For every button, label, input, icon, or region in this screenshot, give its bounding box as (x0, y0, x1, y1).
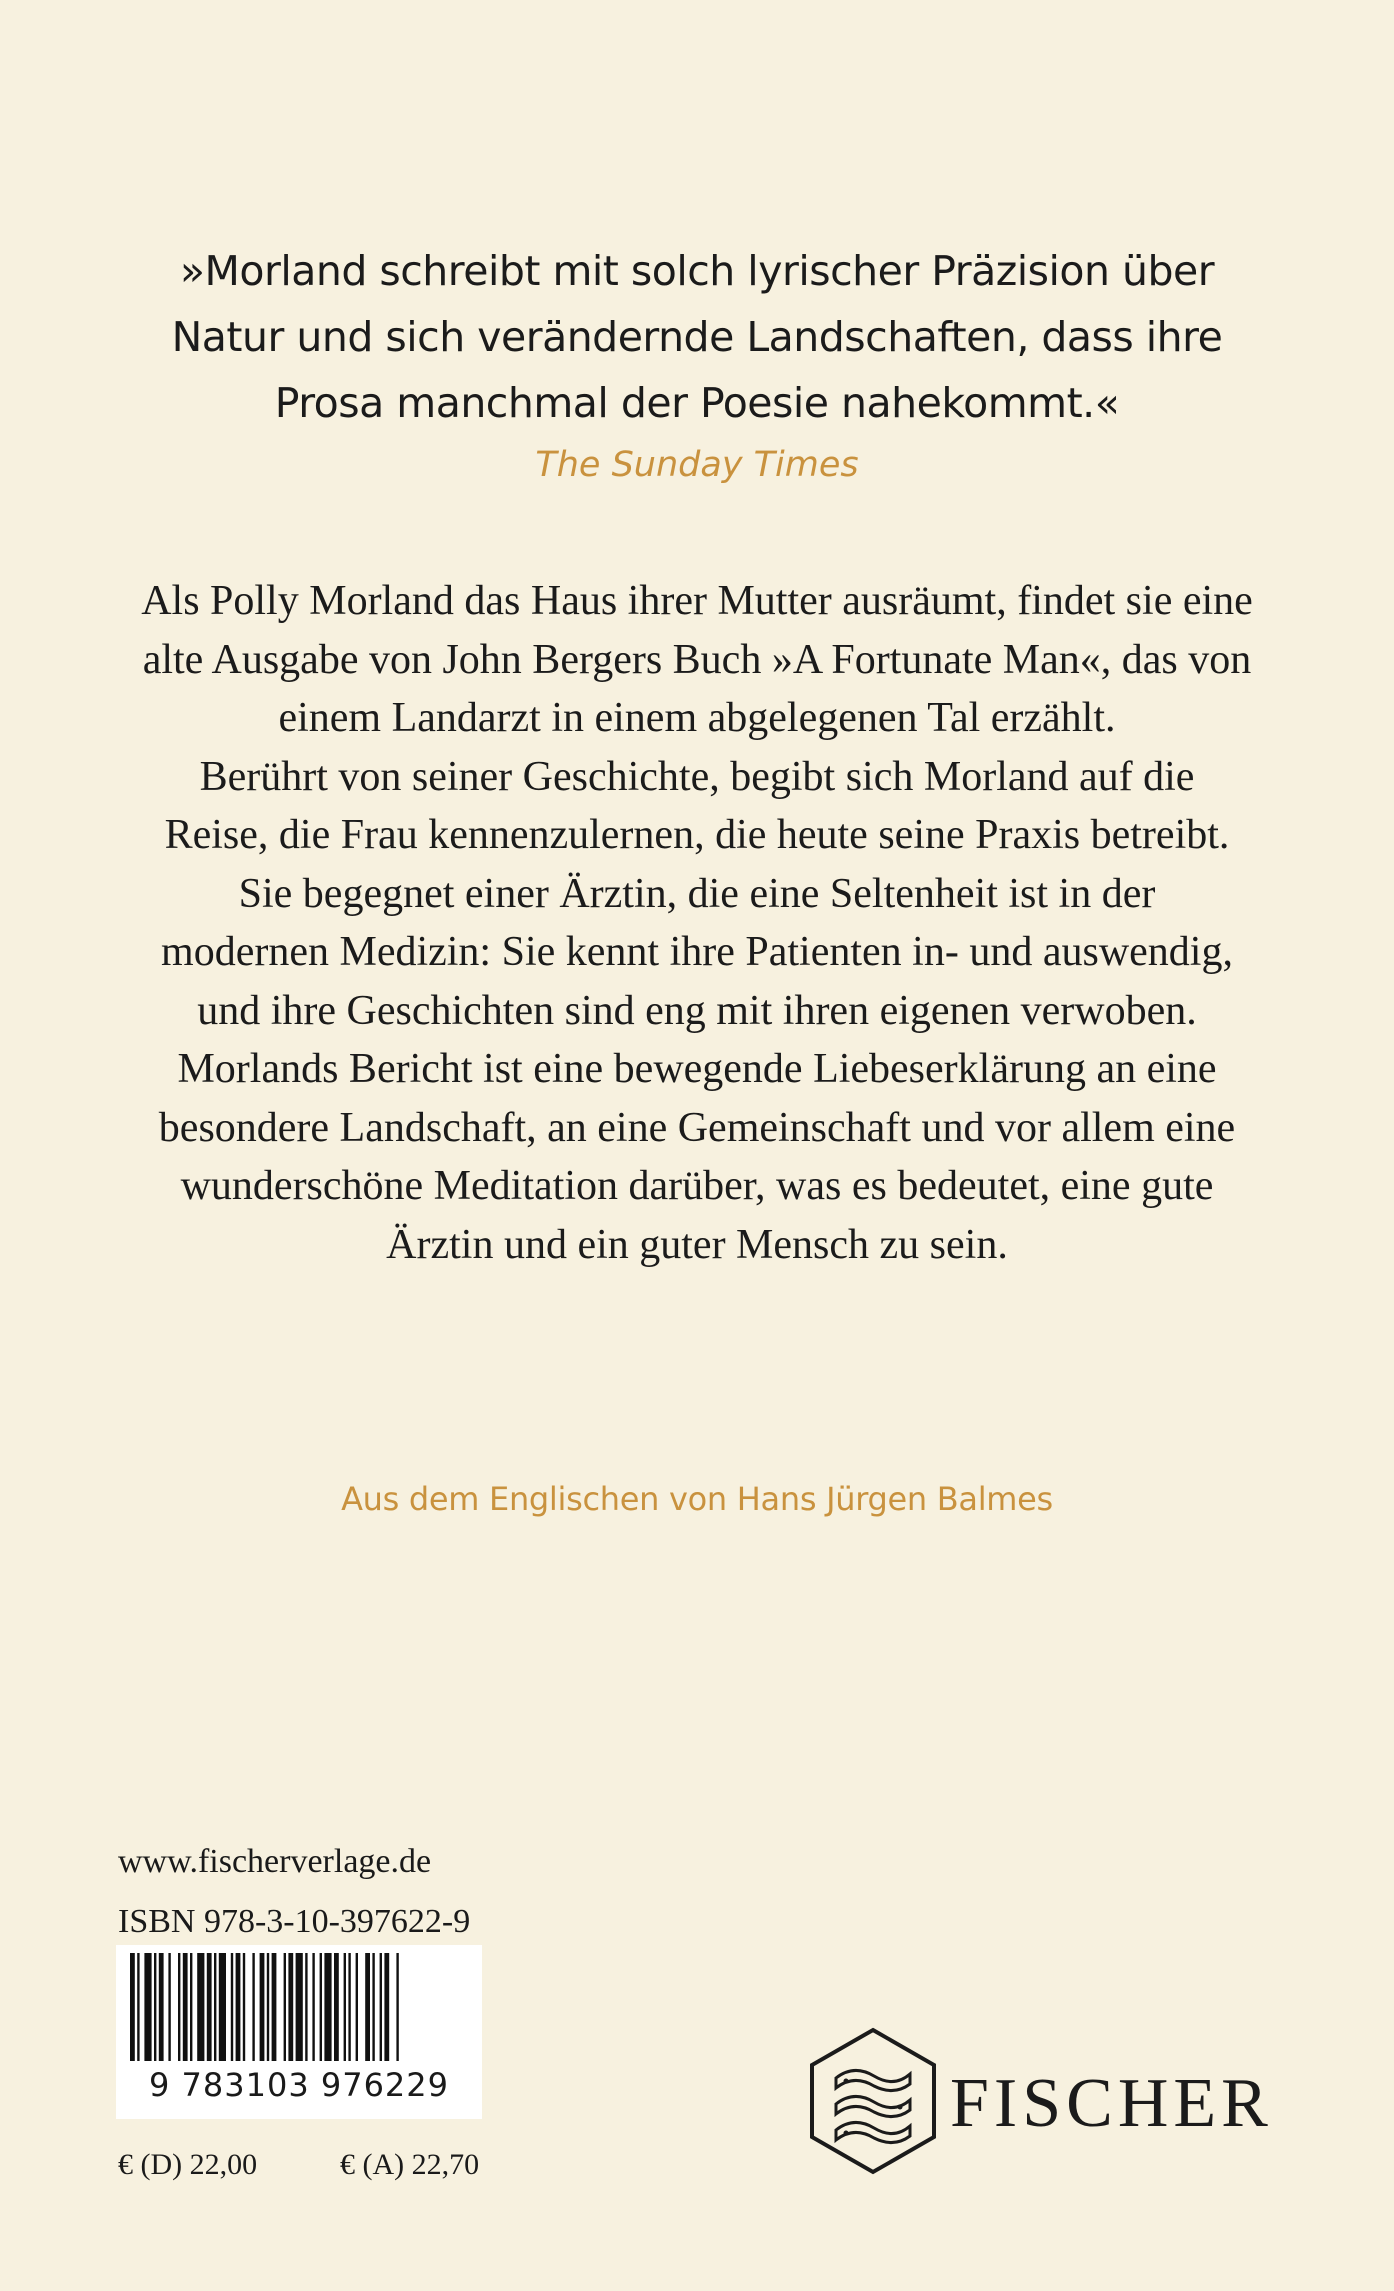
barcode-bars (116, 1945, 482, 2065)
translator-credit: Aus dem Englischen von Hans Jürgen Balmes (341, 1480, 1053, 1518)
barcode-bar (334, 1953, 339, 2061)
barcode-bar (219, 1953, 226, 2061)
barcode-bar (144, 1953, 151, 2061)
blurb-line: einem Landarzt in einem abgelegenen Tal erzählt. (278, 695, 1116, 741)
barcode-bar (312, 1953, 314, 2061)
fischer-fish-logo-icon (808, 2026, 938, 2176)
barcode-bar (168, 1953, 170, 2061)
barcode-bar (344, 1953, 346, 2061)
barcode-bar (197, 1953, 204, 2061)
barcode-bar (288, 1953, 293, 2061)
barcode (116, 1945, 482, 2119)
barcode-bar (396, 1953, 398, 2061)
blurb-line: Berührt von seiner Geschichte, begibt sich Morland auf die (199, 753, 1195, 800)
review-quote (100, 238, 1294, 436)
barcode-bar (272, 1953, 277, 2061)
blurb-line: Als Polly Morland das Haus ihrer Mutter ausräumt, findet sie eine (141, 578, 1253, 624)
blurb-line: besondere Landschaft, an eine Gemeinschaft und vor allem eine (158, 1104, 1236, 1151)
barcode-bar (320, 1953, 322, 2061)
barcode-bar (214, 1953, 216, 2061)
publisher-url[interactable]: www.fischerverlage.de (118, 1843, 432, 1880)
blurb-line: Reise, die Frau kennenzulernen, die heute seine Praxis betreibt. (164, 812, 1230, 858)
barcode-bar (190, 1953, 192, 2061)
book-description (80, 572, 1314, 1274)
barcode-bar (178, 1953, 180, 2061)
barcode-bar (252, 1953, 254, 2061)
blurb-line: modernen Medizin: Sie kennt ihre Patienten in- und auswendig, (161, 929, 1233, 975)
barcode-bar (231, 1953, 233, 2061)
barcode-bar (154, 1953, 156, 2061)
publisher-wordmark: FISCHER (950, 2065, 1273, 2142)
barcode-bar (348, 1953, 350, 2061)
blurb-line: Sie begegnet einer Ärztin, die eine Seltenheit ist in der (238, 870, 1156, 917)
blurb-line: Ärztin und ein guter Mensch zu sein. (386, 1221, 1008, 1268)
quote-source: The Sunday Times (535, 445, 859, 485)
barcode-bar (365, 1953, 370, 2061)
barcode-bar (236, 1953, 241, 2061)
blurb-line: wunderschöne Meditation darüber, was es bedeutet, eine gute (180, 1163, 1214, 1209)
price-austria: € (A) 22,70 (340, 2148, 480, 2181)
barcode-bar (130, 1953, 135, 2061)
price-germany: € (D) 22,00 (118, 2148, 258, 2181)
barcode-bar (260, 1953, 265, 2061)
barcode-bar (380, 1953, 382, 2061)
quote-line: »Morland schreibt mit solch lyrischer Präzision über (179, 247, 1215, 295)
blurb-line: alte Ausgabe von John Bergers Buch »A Fortunate Man«, das von (142, 636, 1252, 683)
quote-line: Natur und sich verändernde Landschaften, dass ihre (171, 313, 1223, 361)
barcode-bar (159, 1953, 164, 2061)
barcode-bar (305, 1953, 307, 2061)
barcode-number: 9 783103 976229 (148, 2066, 449, 2104)
blurb-line: Morlands Bericht ist eine bewegende Liebeserklärung an eine (177, 1046, 1217, 1092)
barcode-bar (243, 1953, 245, 2061)
barcode-bar (137, 1953, 139, 2061)
quote-line: Prosa manchmal der Poesie nahekommt.« (274, 379, 1120, 427)
barcode-bar (372, 1953, 374, 2061)
blurb-line: und ihre Geschichten sind eng mit ihren eigenen verwoben. (197, 987, 1197, 1034)
barcode-bar (384, 1953, 389, 2061)
isbn: ISBN 978-3-10-397622-9 (118, 1903, 471, 1940)
barcode-bar (324, 1953, 331, 2061)
barcode-bar (356, 1953, 358, 2061)
barcode-bar (296, 1953, 303, 2061)
barcode-bar (284, 1953, 286, 2061)
barcode-bar (207, 1953, 212, 2061)
barcode-bar (267, 1953, 269, 2061)
barcode-bar (183, 1953, 188, 2061)
